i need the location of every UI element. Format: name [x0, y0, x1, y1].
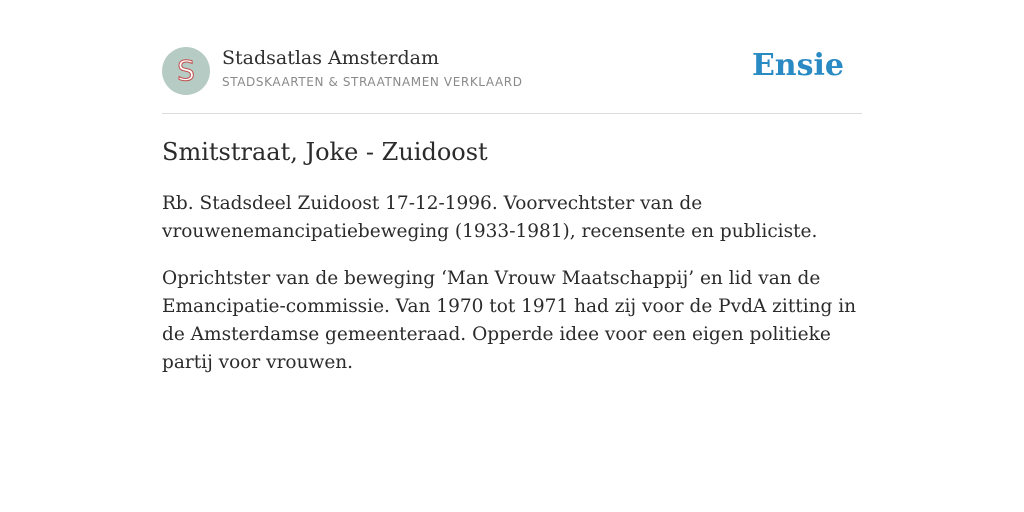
page-container — [162, 0, 862, 373]
site-title[interactable]: Stadsatlas Amsterdam — [222, 47, 440, 69]
article-title: Smitstraat, Joke - Zuidoost — [162, 138, 488, 166]
site-header — [162, 0, 862, 114]
article-paragraph: Rb. Stadsdeel Zuidoost 17-12-1996. Voorvechtster van de vrouwenemancipatiebeweging (1933-1981), recensente en publiciste. — [162, 193, 818, 242]
brand-logo-link[interactable]: Ensie — [751, 48, 844, 83]
site-subtitle: STADSKAARTEN & STRAATNAMEN VERKLAARD — [222, 75, 523, 89]
avatar[interactable]: S — [162, 47, 210, 95]
article-paragraph: Oprichtster van de beweging ‘Man Vrouw Maatschappij’ en lid van de Emancipatie-commissie. Van 1970 tot 1971 had zij voor de PvdA zitting in de Amsterdamse gemeenteraad. Opperde idee voor een eigen politieke partij voor vrouwen. — [162, 268, 857, 373]
